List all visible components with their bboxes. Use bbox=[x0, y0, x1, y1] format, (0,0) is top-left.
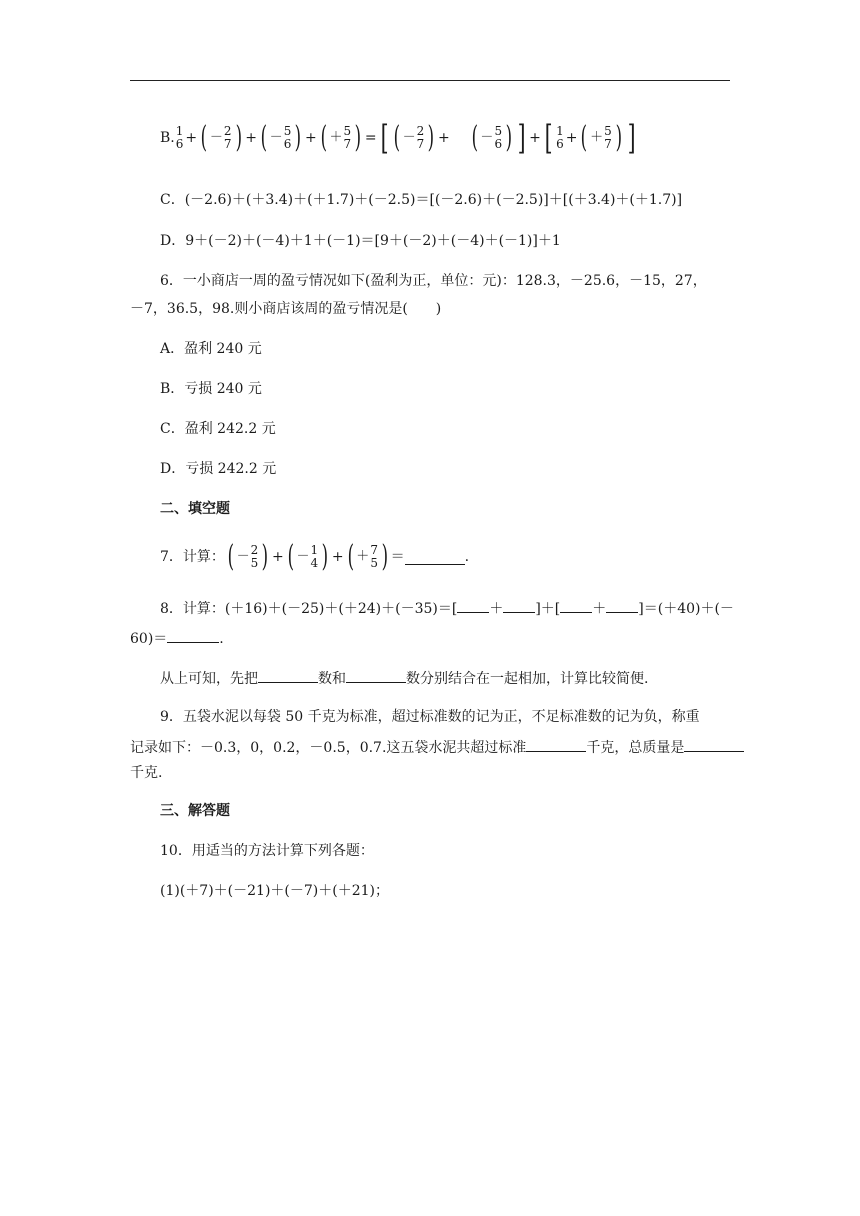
q9-line2: 记录如下：－0.3，0，0.2，－0.5，0.7.这五袋水泥共超过标准 千克，总质量是 bbox=[130, 737, 744, 757]
right-bracket: ] bbox=[517, 118, 526, 158]
right-paren: ) bbox=[235, 120, 242, 155]
q7-answer-blank[interactable] bbox=[405, 550, 465, 565]
right-paren: ) bbox=[427, 120, 435, 155]
fraction-1-6: 1 6 bbox=[556, 124, 564, 151]
left-paren: ( bbox=[200, 120, 208, 155]
left-paren: ( bbox=[287, 539, 294, 574]
right-bracket: ] bbox=[627, 118, 636, 158]
q9-blank-2[interactable] bbox=[684, 737, 744, 752]
q6-option-c: C．盈利 242.2 元 bbox=[160, 421, 276, 437]
left-paren: ( bbox=[227, 539, 235, 574]
q6-option-d: D．亏损 242.2 元 bbox=[160, 461, 277, 477]
left-paren: ( bbox=[393, 120, 400, 155]
left-paren: ( bbox=[260, 120, 268, 155]
q6-option-b: B．亏损 240 元 bbox=[160, 381, 262, 397]
fraction-1-4: 1 4 bbox=[310, 543, 319, 570]
q9-line3: 千克. bbox=[130, 765, 163, 781]
q6-stem-line1: 6．一小商店一周的盈亏情况如下(盈利为正，单位：元)：128.3，－25.6，－15，27， bbox=[160, 273, 707, 289]
q8-note: 从上可知，先把 数和 数分别结合在一起相加，计算比较简便. bbox=[160, 668, 648, 688]
right-paren: ) bbox=[615, 120, 622, 155]
q8-blank-7[interactable] bbox=[346, 668, 406, 683]
fraction-2-5: 2 5 bbox=[250, 543, 259, 570]
q8-blank-2[interactable] bbox=[503, 598, 535, 613]
q8-blank-5[interactable] bbox=[167, 628, 219, 643]
q6-option-a: A．盈利 240 元 bbox=[160, 341, 262, 357]
q9-line1: 9．五袋水泥以每袋 50 千克为标准，超过标准数的记为正，不足标准数的记为负，称重 bbox=[160, 709, 700, 725]
left-paren: ( bbox=[347, 539, 354, 574]
section-answer-title: 三、解答题 bbox=[160, 803, 230, 819]
q10-stem: 10．用适当的方法计算下列各题： bbox=[160, 843, 374, 859]
q8-blank-1[interactable] bbox=[457, 598, 489, 613]
q8-blank-3[interactable] bbox=[560, 598, 592, 613]
q6-stem-line2: －7，36.5，98.则小商店该周的盈亏情况是( ) bbox=[130, 301, 442, 317]
q5-option-d: D．9＋(－2)＋(－4)＋1＋(－1)＝[9＋(－2)＋(－4)＋(－1)]＋1 bbox=[160, 233, 561, 249]
q7: 7．计算： ( － 2 5 ) + ( － 1 4 ) + ( ＋ 7 5 ) ＝ . bbox=[160, 539, 470, 574]
right-paren: ) bbox=[321, 539, 329, 574]
right-paren: ) bbox=[381, 539, 389, 574]
option-b-label: B. bbox=[160, 130, 175, 146]
right-paren: ) bbox=[294, 120, 302, 155]
fraction-2-7: 2 7 bbox=[223, 124, 232, 151]
left-bracket: [ bbox=[380, 118, 389, 158]
section-fill-in-title: 二、填空题 bbox=[160, 501, 230, 517]
right-paren: ) bbox=[354, 120, 362, 155]
q9-blank-1[interactable] bbox=[526, 737, 586, 752]
right-paren: ) bbox=[261, 539, 269, 574]
q8-line2: 60)＝ . bbox=[130, 628, 224, 648]
header-rule bbox=[130, 80, 730, 81]
left-paren: ( bbox=[581, 120, 588, 155]
fraction-5-6: 5 6 bbox=[283, 124, 292, 151]
q7-prefix: 7．计算： bbox=[160, 549, 225, 565]
left-paren: ( bbox=[320, 120, 327, 155]
fraction-7-5: 7 5 bbox=[370, 543, 378, 570]
fraction-2-7: 2 7 bbox=[416, 124, 425, 151]
q8-blank-6[interactable] bbox=[258, 668, 318, 683]
fraction-5-6: 5 6 bbox=[494, 124, 503, 151]
q10-part1: (1)(＋7)＋(－21)＋(－7)＋(＋21)； bbox=[160, 883, 389, 899]
q5-option-b: B. 1 6 + ( － 2 7 ) + ( － 5 6 ) + ( ＋ 5 7 ) = [ ( － 2 7 ) + ( － 5 6 ) ] + [ 1 6 + ( ＋ 5 7 ) ] bbox=[160, 118, 636, 158]
q8-line1: 8．计算：(＋16)＋(－25)＋(＋24)＋(－35)＝[ ＋ ]＋[ ＋ ]＝(＋40)＋(－ bbox=[160, 598, 734, 618]
left-bracket: [ bbox=[544, 118, 553, 158]
fraction-1-6: 1 6 bbox=[175, 124, 184, 151]
fraction-5-7: 5 7 bbox=[604, 124, 612, 151]
right-paren: ) bbox=[505, 120, 513, 155]
fraction-5-7: 5 7 bbox=[343, 124, 352, 151]
left-paren: ( bbox=[471, 120, 478, 155]
q8-blank-4[interactable] bbox=[606, 598, 638, 613]
q5-option-c: C．(－2.6)＋(＋3.4)＋(＋1.7)＋(－2.5)＝[(－2.6)＋(－2.5)]＋[(＋3.4)＋(＋1.7)] bbox=[160, 192, 683, 208]
